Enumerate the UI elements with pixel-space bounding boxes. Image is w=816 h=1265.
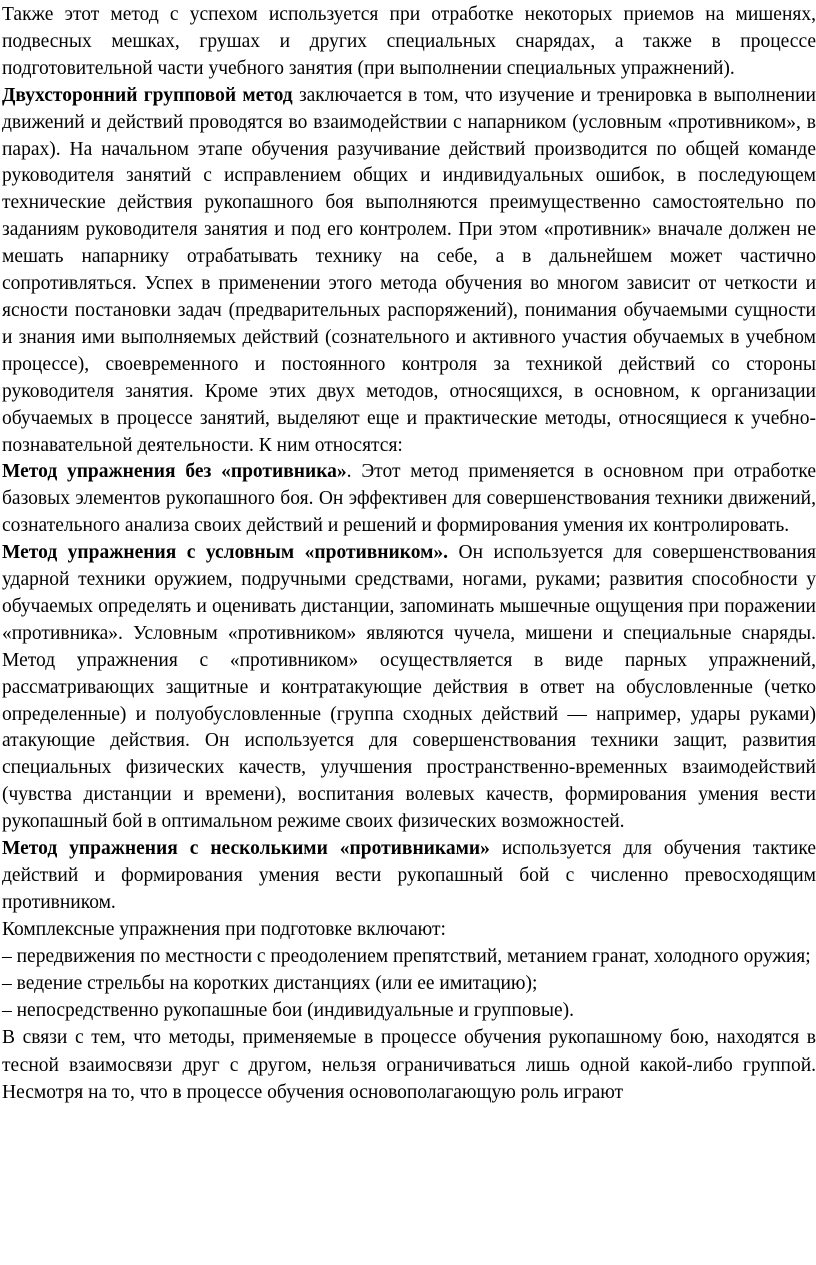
paragraph-two-sided-method-text: заключается в том, что изучение и тренировка в выполнении движений и действий проводятся во взаимодействии с напарником (условным «противником», в парах). На начальном этапе обучения разучивание действий производится по общей команде руководителя занятий с исправлением общих и индивидуальных ошибок, в последующем технические действия рукопашного боя выполняются преимущественно самостоятельно по заданиям руководителя занятия и под его контролем. При этом «противник» вначале должен не мешать напарнику отрабатывать технику на себе, а в дальнейшем может частично сопротивляться. Успех в применении этого метода обучения во многом зависит от четкости и ясности постановки задач (предварительных распоряжений), понимания обучаемыми сущности и знания ими выполняемых действий (сознательного и активного участия обучаемых в учебном процессе), своевременного и постоянного контроля за техникой действий со стороны руководителя занятия. Кроме этих двух методов, относящихся, в основном, к организации обучаемых в процессе занятий, выделяют еще и практические методы, относящиеся к учебно-познавательной деятельности. К ним относятся: <box>2 84 816 456</box>
list-item: – непосредственно рукопашные бои (индивидуальные и групповые). <box>2 999 574 1021</box>
paragraph-method-conditional-opponent-text: Он используется для совершенствования ударной техники оружием, подручными средствами, ногами, руками; развития способности у обучаемых определять и оценивать дистанции, запоминать мышечные ощущения при поражении «противника». Условным «противником» являются чучела, мишени и специальные снаряды. Метод упражнения с «противником» осуществляется в виде парных упражнений, рассматривающих защитные и контратакующие действия в ответ на обусловленные (четко определенные) и полуобусловленные (группа сходных действий — например, удары руками) атакующие действия. Он используется для совершенствования техники защит, развития специальных физических качеств, улучшения пространственно-временных взаимодействий (чувства дистанции и времени), воспитания волевых качеств, формирования умения вести рукопашный бой в оптимальном режиме своих физических возможностей. <box>2 542 816 833</box>
term-two-sided-method: Двухсторонний групповой метод <box>2 84 293 106</box>
paragraph-intro: Также этот метод с успехом используется при отработке некоторых приемов на мишенях, подвесных мешках, грушах и других специальных снарядах, а также в процессе подготовительной части учебного занятия (при выполнении специальных упражнений). <box>2 4 816 79</box>
paragraph-conclusion: В связи с тем, что методы, применяемые в процессе обучения рукопашному бою, находятся в тесной взаимосвязи друг с другом, нельзя ограничиваться лишь одной какой-либо группой. Несмотря на то, что в процессе обучения основополагающую роль играют <box>2 1027 816 1104</box>
paragraph-method-without-opponent-text: . Этот метод применяется в основном при отработке базовых элементов рукопашного боя. Он эффективен для совершенствования техники движений, сознательного анализа своих действий и решений и формирования умения их контролировать. <box>2 461 816 537</box>
term-method-without-opponent: Метод упражнения без «противника» <box>2 461 347 483</box>
list-item: – передвижения по местности с преодолением препятствий, метанием гранат, холодного оружия; <box>2 945 811 967</box>
paragraph-method-several-opponents-text: используется для обучения тактике действий и формирования умения вести рукопашный бой с численно превосходящим противником. <box>2 838 816 913</box>
paragraph-complex-exercises: Комплексные упражнения при подготовке включают: <box>2 918 446 940</box>
paragraph-two-sided-method <box>2 83 816 460</box>
paragraph-method-several-opponents <box>2 836 816 917</box>
term-method-several-opponents: Метод упражнения с несколькими «противниками» <box>2 838 490 860</box>
list-item: – ведение стрельбы на коротких дистанциях (или ее имитацию); <box>2 972 538 994</box>
paragraph-method-without-opponent <box>2 459 816 540</box>
term-method-conditional-opponent: Метод упражнения с условным «противником». <box>2 542 449 564</box>
paragraph-method-conditional-opponent <box>2 540 816 836</box>
